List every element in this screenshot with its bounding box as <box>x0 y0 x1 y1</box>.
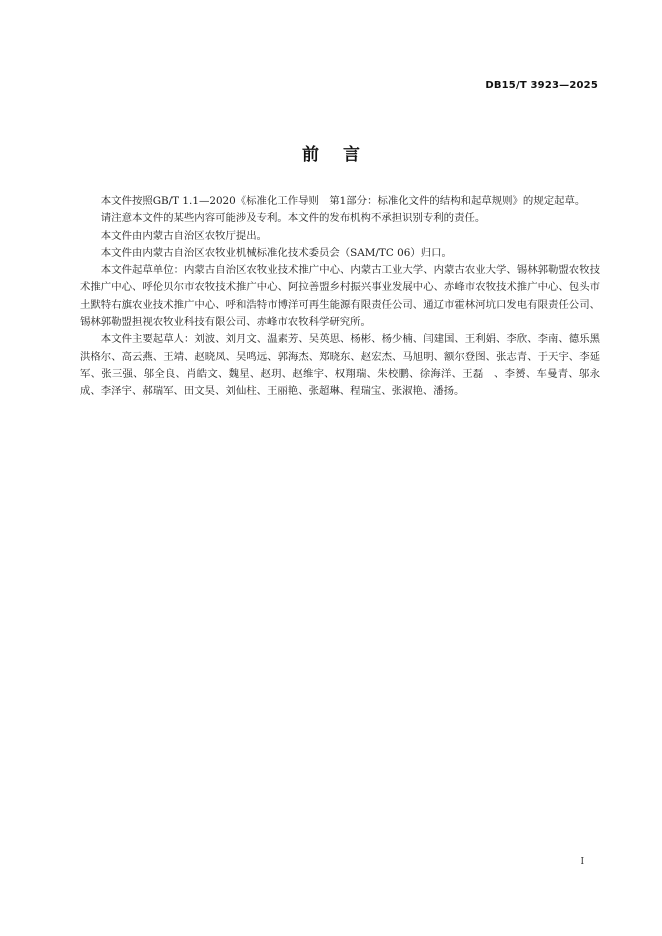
document-code: DB15/T 3923—2025 <box>485 80 598 91</box>
paragraph-technical-committee: 本文件由内蒙古自治区农牧业机械标准化技术委员会（SAM/TC 06）归口。 <box>100 246 452 259</box>
page-number: I <box>580 857 584 867</box>
paragraph-patent-notice: 请注意本文件的某些内容可能涉及专利。本文件的发布机构不承担识别专利的责任。 <box>100 212 486 225</box>
page-title: 前言 <box>302 145 384 165</box>
paragraph-proposer: 本文件由内蒙古自治区农牧厅提出。 <box>100 229 268 242</box>
foreword-body <box>80 193 600 401</box>
paragraph-main-drafters: 本文件主要起草人：刘波、刘月文、温素芳、吴英思、杨彬、杨少楠、闫建国、王利娟、李欣、李南、德乐黑洪格尔、高云燕、王靖、赵晓凤、吴鸣远、郭海杰、郑晓东、赵宏杰、马旭明、额尔登图、张志青、于天宇、李延军、张三强、邬全良、肖皓文、魏星、赵玥、赵维宇、权翔瑞、朱校鹏、徐海洋、王磊 、李赟、车曼青、邬永成、李泽宇、郝瑞军、田文昊、刘仙柱、王丽艳、张超琳、程瑞宝、张淑艳、潘扬。 <box>80 333 600 398</box>
paragraph-drafting-units: 本文件起草单位：内蒙古自治区农牧业技术推广中心、内蒙古工业大学、内蒙古农业大学、锡林郭勒盟农牧技术推广中心、呼伦贝尔市农牧技术推广中心、阿拉善盟乡村振兴事业发展中心、赤峰市农牧技术推广中心、包头市土默特右旗农业技术推广中心、呼和浩特市博洋可再生能源有限责任公司、通辽市霍林河坑口发电有限责任公司、锡林郭勒盟担视农牧业科技有限公司、赤峰市农牧科学研究所。 <box>80 264 600 329</box>
paragraph-drafting-rules: 本文件按照GB/T 1.1—2020《标准化工作导则 第1部分：标准化文件的结构和起草规则》的规定起草。 <box>100 195 586 207</box>
